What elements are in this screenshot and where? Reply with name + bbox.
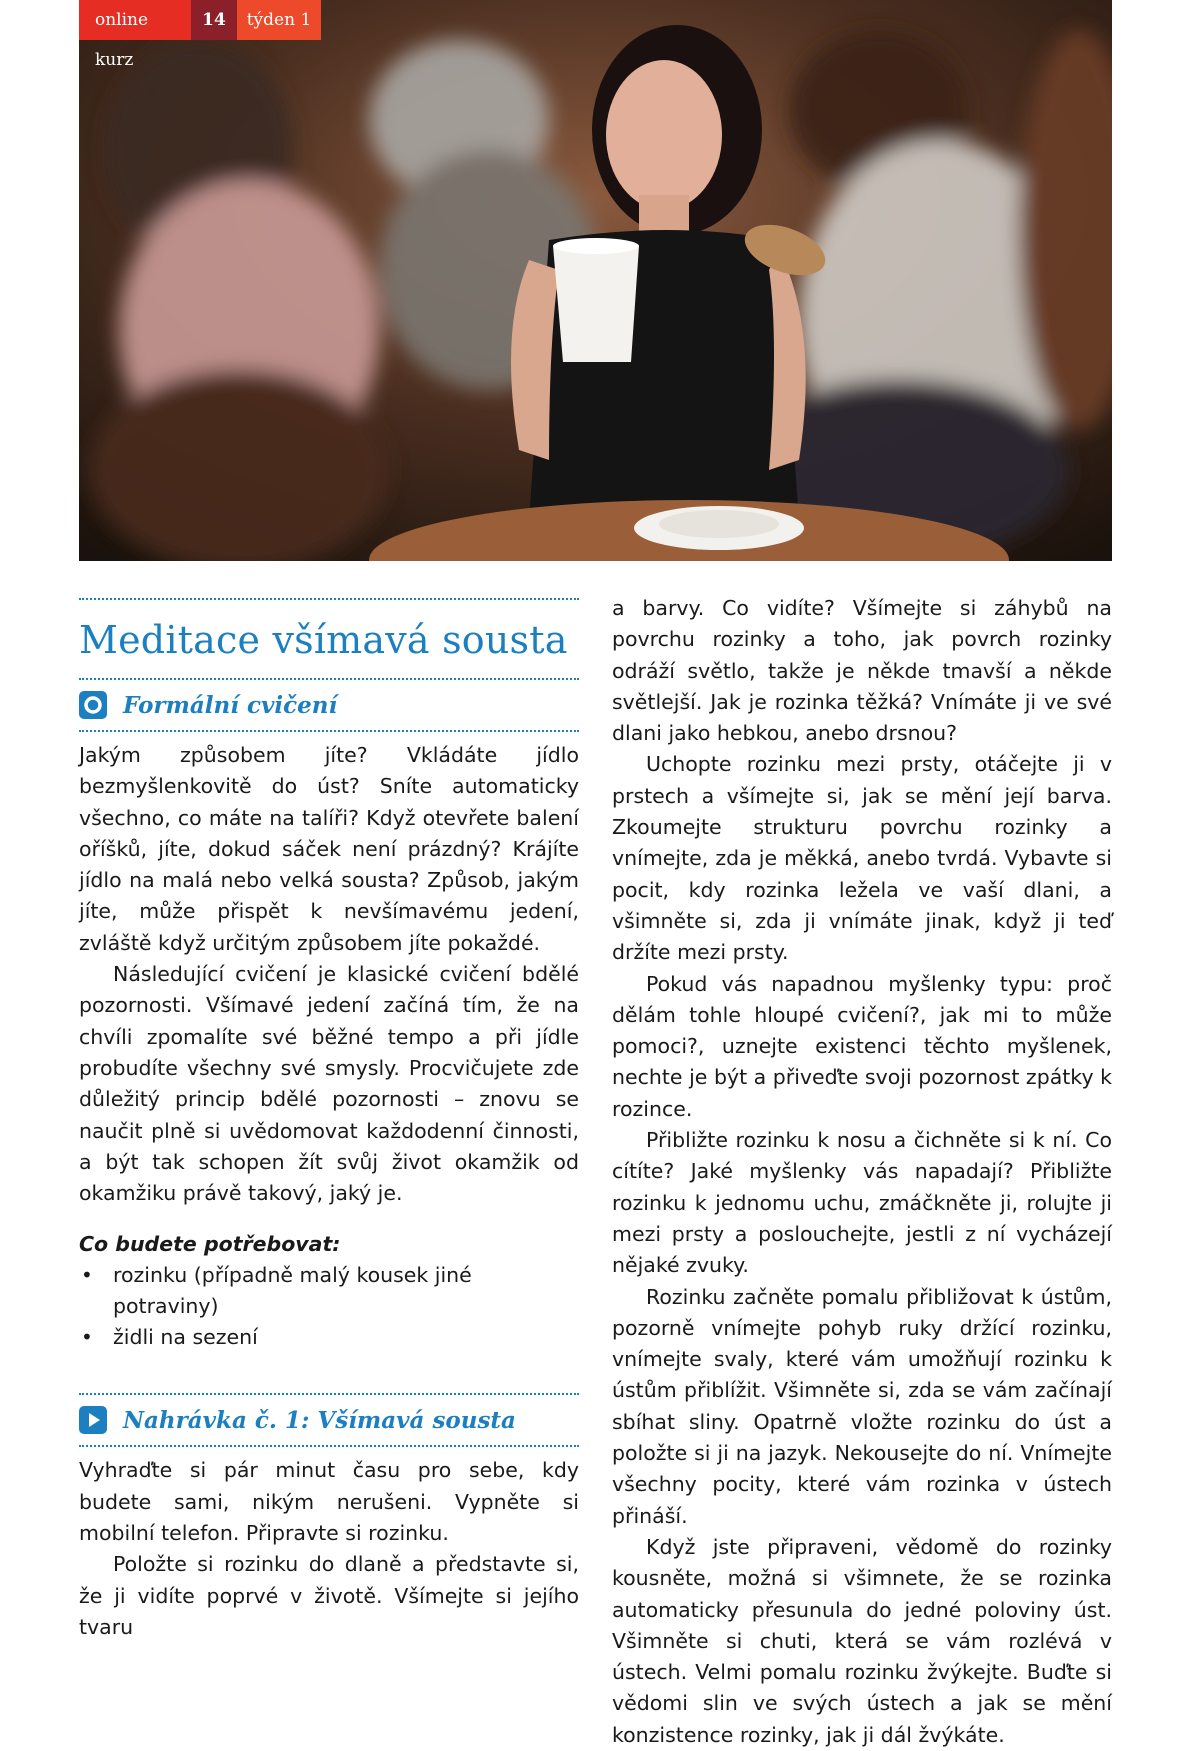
paragraph: Následující cvičení je klasické cvičení bdělé pozornosti. Všímavé jedení začíná tím, že na chvíli zpomalíte své běžné tempo a při jídle probudíte všechny své smysly. Procvičujete zde důležitý princip bdělé pozornosti – znovu se naučit plně si uvědomovat každodenní činnosti, a být tak schopen žít svůj život okamžik od okamžiku právě takový, jaký je. [79, 962, 579, 1206]
left-column [79, 598, 579, 1643]
photo-woman-cafe [79, 0, 1112, 561]
paragraph: Když jste připraveni, vědomě do rozinky kousněte, možná si všimnete, že se rozinka automaticky přesunula do jedné poloviny úst. Všimněte si chuti, která se vám rozlévá v ústech. Velmi pomalu rozinku žvýkejte. Buďte si vědomi slin ve svých ústech a jak se mění konzistence rozinky, jak ji dál žvýkáte. [612, 1534, 1112, 1747]
section-title: Nahrávka č. 1: Všímavá sousta [123, 1406, 516, 1434]
course-label: online kurz [79, 0, 191, 40]
photo-illustration [79, 0, 1112, 561]
paragraph: Pokud vás napadnou myšlenky typu: proč dělám tohle hloupé cvičení?, jak mi to může pomoci?, uznejte existenci těchto myšlenek, nechte je být a přiveďte svoji pozornost zpátky k rozince. [612, 971, 1112, 1121]
header-tags [79, 0, 321, 70]
paragraph: Jakým způsobem jíte? Vkládáte jídlo bezmyšlenkovitě do úst? Sníte automaticky všechno, co máte na talíři? Když otevřete balení oříšků, jíte, dokud sáček není prázdný? Krájíte jídlo na malá nebo velká sousta? Způsob, jakým jíte, může přispět k nevšímavému jedení, zvláště když určitým způsobem jíte pokaždé. [79, 743, 579, 955]
needs-heading: Co budete potřebovat: [79, 1232, 341, 1257]
paragraph: Přibližte rozinku k nosu a čichněte si k ní. Co cítíte? Jaké myšlenky vás napadají? Přibližte rozinku k jednomu uchu, zmáčkněte ji, rolujte ji mezi prsty a poslouchejte, jestli z ní vycházejí nějaké zvuky. [612, 1128, 1112, 1278]
paragraph: Vyhraďte si pár minut času pro sebe, kdy budete sami, nikým nerušeni. Vypněte si mobilní telefon. Připravte si rozinku. [79, 1458, 579, 1546]
section-title: Formální cvičení [123, 691, 338, 719]
intro-text [79, 740, 579, 1209]
week-label: týden 1 [237, 0, 321, 40]
list-item: • židli na sezení [79, 1322, 579, 1353]
paragraph: Uchopte rozinku mezi prsty, otáčejte ji v prstech a všímejte si, jak se mění její barva. Zkoumejte strukturu povrchu rozinky a vnímejte, zda je měkká, anebo tvrdá. Vybavte si pocit, kdy rozinka ležela ve vaší dlani, a všimněte si, zda ji vnímáte jinak, když ji teď držíte mezi prsty. [612, 752, 1112, 965]
list-item: • rozinku (případně malý kousek jiné potraviny) [79, 1260, 579, 1322]
divider [79, 1445, 579, 1447]
circle-icon [79, 691, 107, 719]
recording-text [79, 1455, 579, 1643]
page-number: 14 [191, 0, 237, 40]
play-icon [79, 1406, 107, 1434]
section-heading-recording [79, 1395, 579, 1445]
section-heading-formal [79, 680, 579, 730]
paragraph: Rozinku začněte pomalu přibližovat k ústům, pozorně vnímejte pohyb ruky držící rozinku, vnímejte svaly, které vám umožňují rozinku k ústům přiblížit. Všimněte si, zda se vám začínají sbíhat sliny. Opatrně vložte rozinku do úst a položte si ji na jazyk. Nekousejte do ní. Vnímejte všechny pocity, které vám rozinka v ústech přináší. [612, 1284, 1112, 1528]
divider [79, 598, 579, 600]
right-column [612, 593, 1112, 1751]
needs-list [79, 1260, 579, 1353]
paragraph: a barvy. Co vidíte? Všímejte si záhybů na povrchu rozinky a toho, jak povrch rozinky odráží světlo, takže je někde tmavší a někde světlejší. Jak je rozinka těžká? Vnímáte ji ve své dlani jako hebkou, anebo drsnou? [612, 596, 1112, 746]
paragraph: Položte si rozinku do dlaně a představte si, že ji vidíte poprvé v životě. Všímejte si jejího tvaru [79, 1552, 579, 1639]
article-title: Meditace všímavá sousta [79, 618, 568, 662]
divider [79, 730, 579, 732]
